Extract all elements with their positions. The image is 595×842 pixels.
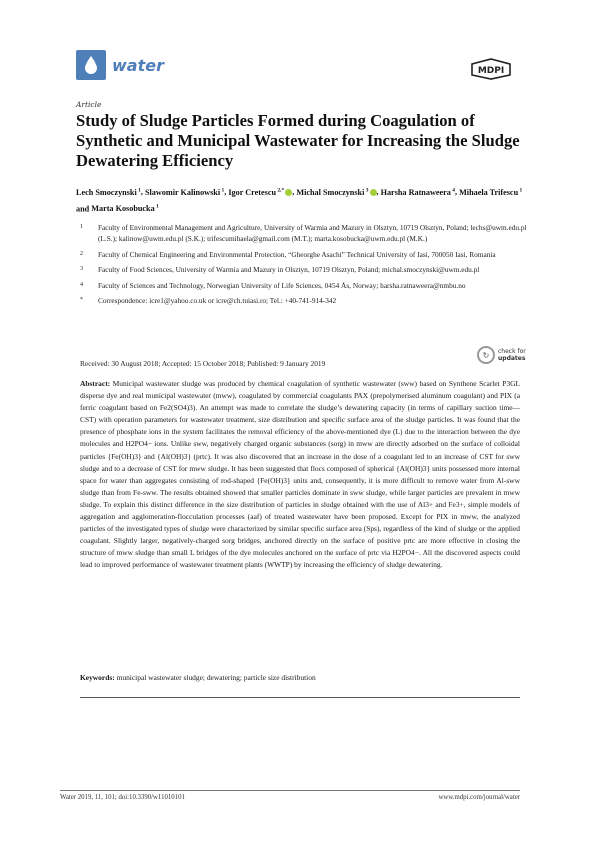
paper-title: Study of Sludge Particles Formed during Coagulation of Synthetic and Municipal Wastewater for Increasing the Sludge Dewatering Efficiency (76, 111, 520, 170)
author (76, 188, 141, 197)
affiliation (80, 249, 535, 260)
author-name: Lech Smoczynski (76, 187, 137, 197)
author (381, 188, 455, 197)
affiliation (80, 295, 535, 306)
author-name: Slawomir Kalinowski (144, 187, 221, 197)
author-name: Michal Smoczynski (296, 187, 365, 197)
author-name: Igor Cretescu (228, 187, 277, 197)
mdpi-logo-icon[interactable] (470, 58, 512, 80)
abstract-label: Abstract: (80, 379, 111, 388)
author (91, 204, 159, 213)
affiliation-number: * (80, 297, 83, 303)
water-drop-icon (76, 50, 106, 80)
author-affiliation-mark: 1 (518, 187, 523, 193)
affiliation (80, 280, 535, 291)
divider (80, 697, 520, 698)
author-affiliation-mark: 1 (154, 203, 159, 210)
article-type: Article (76, 100, 102, 109)
journal-url[interactable]: www.mdpi.com/journal/water (438, 794, 520, 801)
author-affiliation-mark: 2,* (276, 187, 285, 193)
orcid-icon[interactable] (370, 189, 377, 196)
journal-name: water (112, 55, 164, 75)
abstract (80, 378, 520, 572)
affiliation-text: Faculty of Sciences and Technology, Norwegian University of Life Sciences, 0454 Ås, Norway; harsha.ratnaweera@nmbu.no (98, 280, 466, 290)
abstract-text: Municipal wastewater sludge was produced by chemical coagulation of synthetic wastewater (sww) based on Synthene Scarlet P3GL disperse dye and real municipal wastewater (mww), coagulated by commercial coagulants PAX (prepolymerised aluminum coagulant) and PIX (a ferric coagulant based on Fe2(SO4)3). An attempt was made to correlate the sludge’s dewatering capacity (in terms of capillary suction time—CST) with operation parameters for wastewater treatment, size distribution and specific surface area of the sludge particles. It was found that the presence of phosphate ions in the system facilitates the removal efficiency of the above-mentioned dye (L) due to the interaction between the dye molecules and H2PO4− ions. Unlike sww, negatively charged organic substances (sorg) in mww are directly adsorbed on the surface of colloidal particles {Fe(OH)3} and {Al(OH)3} (prtc). It was also discovered that an increase in the dose of a coagulant led to an increase of CST for sww sludge and to a decrease of CST for mww sludge. It has been suggested that flocs composed of spherical {Al(OH)3} units possessed more internal space for water than aggregates consisting of rod-shaped {Fe(OH)3} units and, consequently, it is more difficult to remove water from Al-sww sludge than from Fe-sww. The results obtained showed that smaller particles dominate in sww sludge, while larger particles are prevalent in mww sludge. To explain this distinct difference in the size distribution of particles in sludge obtained with the use of Al3+ and Fe3+, simple models of aggregation and agglomeration-flocculation processes (aaf) of treated wastewater have been proposed. Except for PIX in mww, the analyzed particles of the investigated types of sludge were characterized by similar specific surface area (Sps), regardless of the kind of sludge or the applied coagulant. Slightly larger, negatively-charged sorg bridges, anchored directly on the surface of positive prtc are more effective in closing the structure of mww sludge than small L bridges of the dye molecules anchored on the surface of prtc via H2PO4−. All the discovered aspects could lead to improved performance of wastewater treatment plants (WWTP) by increasing the efficiency of sludge dewatering. (80, 379, 521, 570)
affiliation-text: Faculty of Environmental Management and Agriculture, University of Warmia and Mazury in Olsztyn, 10719 Olsztyn, Poland; lechs@uwm.edu.pl (L.S.); kalinow@uwm.edu.pl (S.K.); trifescumihaela@gmail.com (M.T.); marta.kosobucka@uwm.edu.pl (M.K.) (98, 223, 527, 243)
author-list: Lech Smoczynski $^1$, Slawomir Kalinowski $^1$, Igor Cretescu $^{2,*}$ , Michal Smoczynski $^3$ , Harsha Ratnaweera $^4$, Mihaela Trifescu $^1$ and Marta Kosobucka $^1$ (76, 187, 523, 214)
affiliation-text: Faculty of Chemical Engineering and Environmental Protection, “Gheorghe Asachi” Technical University of Iasi, 700050 Iasi, Romania (98, 249, 496, 259)
author-name: Harsha Ratnaweera (380, 187, 451, 197)
mdpi-logo-text: MDPI (477, 66, 505, 76)
author-affiliation-mark: 3 (364, 187, 369, 193)
affiliation-text: Correspondence: icre1@yahoo.co.uk or icre@ch.tuiasi.ro; Tel.: +40-741-914-342 (98, 296, 337, 305)
affiliation (80, 222, 535, 244)
check-for-updates-badge[interactable] (477, 346, 526, 364)
citation: Water 2019, 11, 101; doi:10.3390/w11010101 (60, 794, 185, 801)
author-affiliation-mark: 1 (136, 187, 141, 193)
author (145, 188, 224, 197)
affiliation-list (80, 222, 535, 311)
keywords-label: Keywords: (80, 673, 115, 682)
orcid-icon[interactable] (285, 189, 292, 196)
affiliation (80, 264, 535, 275)
author-name: Marta Kosobucka (91, 204, 155, 214)
author-affiliation-mark: 1 (220, 187, 225, 193)
author-affiliation-mark: 4 (450, 187, 455, 193)
check-updates-line1: check for (498, 348, 526, 355)
publication-dates: Received: 30 August 2018; Accepted: 15 October 2018; Published: 9 January 2019 (80, 359, 326, 368)
journal-logo[interactable] (76, 50, 164, 80)
footer-divider (60, 790, 520, 791)
author (228, 188, 292, 197)
keywords (80, 673, 520, 682)
author-name: Mihaela Trifescu (459, 187, 519, 197)
refresh-icon: ↻ (477, 346, 495, 364)
affiliation-number: 2 (80, 250, 83, 257)
affiliation-number: 3 (80, 266, 83, 272)
keywords-text: municipal wastewater sludge; dewatering; particle size distribution (116, 673, 316, 682)
check-updates-line2: updates (498, 355, 526, 362)
affiliation-number: 4 (80, 281, 83, 288)
affiliation-text: Faculty of Food Sciences, University of Warmia and Mazury in Olsztyn, 10719 Olsztyn, Poland; michal.smoczynski@uwm.edu.pl (98, 265, 480, 274)
author (459, 188, 522, 197)
author (296, 188, 376, 197)
affiliation-number: 1 (80, 224, 83, 230)
